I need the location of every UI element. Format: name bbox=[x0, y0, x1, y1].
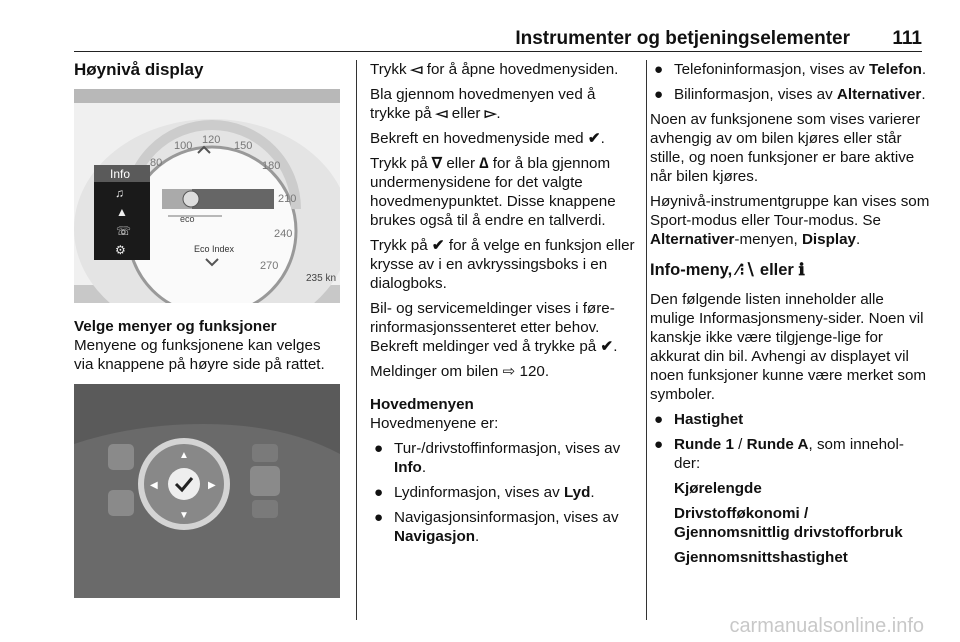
gauge-tick-label: 240 bbox=[274, 228, 293, 240]
up-arrow-icon: ∆ bbox=[479, 155, 489, 172]
column-2 bbox=[370, 60, 636, 552]
gauge-tick-label: 270 bbox=[260, 260, 279, 272]
trip-icon: ⁄⁝∖ bbox=[736, 261, 756, 279]
svg-text:▲: ▲ bbox=[116, 205, 128, 219]
steering-wheel-illustration bbox=[74, 384, 340, 598]
header-rule bbox=[74, 51, 922, 52]
paragraph: Trykk ◅ for å åpne hovedmenysiden. bbox=[370, 61, 619, 78]
eco-index-label: Eco Index bbox=[194, 244, 235, 254]
paragraph: Meldinger om bilen ⇨ 120. bbox=[370, 363, 550, 380]
svg-text:◀: ◀ bbox=[150, 480, 158, 491]
svg-text:⚙: ⚙ bbox=[115, 243, 126, 257]
instrument-display-figure bbox=[74, 89, 340, 303]
list-item: ● Bilinformasjon, vises av Alternativer. bbox=[654, 86, 926, 103]
paragraph: Trykk på ✔ for å velge en funksjon eller krysse av i en avkryssingsboks i en dialogboks. bbox=[370, 237, 635, 292]
watermark: carmanualsonline.info bbox=[729, 615, 924, 637]
svg-text:♫: ♫ bbox=[115, 186, 124, 200]
instrument-display-illustration bbox=[74, 89, 340, 303]
bullet-icon: ● bbox=[654, 61, 664, 78]
svg-text:▶: ▶ bbox=[208, 480, 216, 491]
bullet-icon: ● bbox=[654, 86, 664, 103]
sub-item: Gjennomsnittlig drivstofforbruk bbox=[674, 524, 903, 541]
sub-item: Kjørelengde bbox=[674, 480, 762, 497]
list-item: ● Navigasjonsinformasjon, vises av Navigasjon. bbox=[374, 509, 619, 545]
info-icon: ℹ bbox=[798, 261, 805, 279]
list-item: ● Hastighet bbox=[654, 411, 744, 428]
list-item: ● Tur-/drivstoffinformasjon, vises av Info. bbox=[374, 440, 621, 476]
svg-text:▼: ▼ bbox=[179, 510, 189, 521]
gauge-tick-label: 150 bbox=[234, 140, 253, 152]
menu-info-label: Info bbox=[110, 167, 131, 181]
paragraph: Høynivå-instrumentgruppe kan vises som Sport-modus eller Tour-modus. Se Alternativer-menyen, Display. bbox=[650, 193, 930, 248]
gauge-tick-label: 80 bbox=[150, 157, 163, 169]
column-divider bbox=[646, 60, 647, 620]
paragraph: Bla gjennom hovedmenyen ved å trykke på ◅ eller ▻. bbox=[370, 86, 596, 122]
check-icon: ✔ bbox=[587, 130, 601, 147]
sub-item: Gjennomsnittshastighet bbox=[674, 549, 848, 566]
eco-label: eco bbox=[180, 214, 195, 224]
paragraph: Den følgende listen inneholder alle mulige Informasjonsmeny-sider. Noen vil kanskje ikke være tilgjenge-lige for akkurat din bil. Avhengi av displayet vil noen funksjoner kunne være merket som symboler. bbox=[650, 291, 927, 403]
paragraph: Hovedmenyene er: bbox=[370, 415, 499, 432]
odometer-readout: 235 kn bbox=[306, 273, 337, 284]
subheading: Hovedmenyen bbox=[370, 396, 474, 413]
list-item: ● Lydinformasjon, vises av Lyd. bbox=[374, 484, 595, 501]
column-1 bbox=[74, 60, 340, 598]
paragraph: Bekreft en hovedmenyside med ✔. bbox=[370, 130, 605, 147]
column-divider bbox=[356, 60, 357, 620]
back-icon: ◅ bbox=[410, 61, 423, 78]
sub-item: Drivstofføkonomi / bbox=[674, 505, 809, 522]
list-item: ● Runde 1 / Runde A, som innehol-der: bbox=[654, 436, 904, 472]
gauge-tick-label: 180 bbox=[262, 160, 281, 172]
bullet-icon: ● bbox=[374, 440, 384, 457]
list-item: ● Telefoninformasjon, vises av Telefon. bbox=[654, 61, 927, 78]
paragraph: Menyene og funksjonene kan velges via knappene på høyre side på rattet. bbox=[74, 337, 325, 373]
gauge-tick-label: 120 bbox=[202, 134, 221, 146]
paragraph: Trykk på ∇ eller ∆ for å bla gjennom undermenysidene for det valgte hovedmenypunktet. Disse knappene brukes også til å endre en tallverdi. bbox=[370, 155, 616, 229]
left-arrow-icon: ◅ bbox=[435, 105, 448, 122]
svg-text:▲: ▲ bbox=[179, 450, 189, 461]
page-title: Instrumenter og betjeningselementer bbox=[515, 28, 850, 49]
paragraph: Bil- og servicemeldinger vises i føre-rinformasjonssenteret etter behov. Bekreft meldinger ved å trykke på ✔. bbox=[370, 300, 618, 355]
page-header bbox=[74, 26, 922, 52]
check-icon: ✔ bbox=[431, 237, 445, 254]
gauge-tick-label: 210 bbox=[278, 193, 297, 205]
subheading: Velge menyer og funksjoner bbox=[74, 318, 277, 335]
paragraph: Noen av funksjonene som vises varierer avhengig av om bilen kjøres eller står stille, og noen funksjoner er bare aktive når bilen kjøres. bbox=[650, 111, 921, 185]
column-3 bbox=[650, 60, 930, 573]
svg-text:☏: ☏ bbox=[116, 224, 132, 238]
section-heading: Høynivå display bbox=[74, 60, 204, 79]
bullet-icon: ● bbox=[374, 484, 384, 501]
right-arrow-icon: ▻ bbox=[484, 105, 497, 122]
section-heading: Info-meny, ⁄⁝∖ eller ℹ bbox=[650, 261, 805, 279]
steering-wheel-figure bbox=[74, 384, 340, 598]
bullet-icon: ● bbox=[654, 436, 664, 453]
bullet-icon: ● bbox=[374, 509, 384, 526]
bullet-icon: ● bbox=[654, 411, 664, 428]
gauge-tick-label: 100 bbox=[174, 140, 193, 152]
page-number: 111 bbox=[892, 28, 922, 49]
check-icon: ✔ bbox=[600, 338, 614, 355]
page-ref-icon: ⇨ bbox=[502, 363, 516, 380]
down-arrow-icon: ∇ bbox=[431, 155, 443, 172]
